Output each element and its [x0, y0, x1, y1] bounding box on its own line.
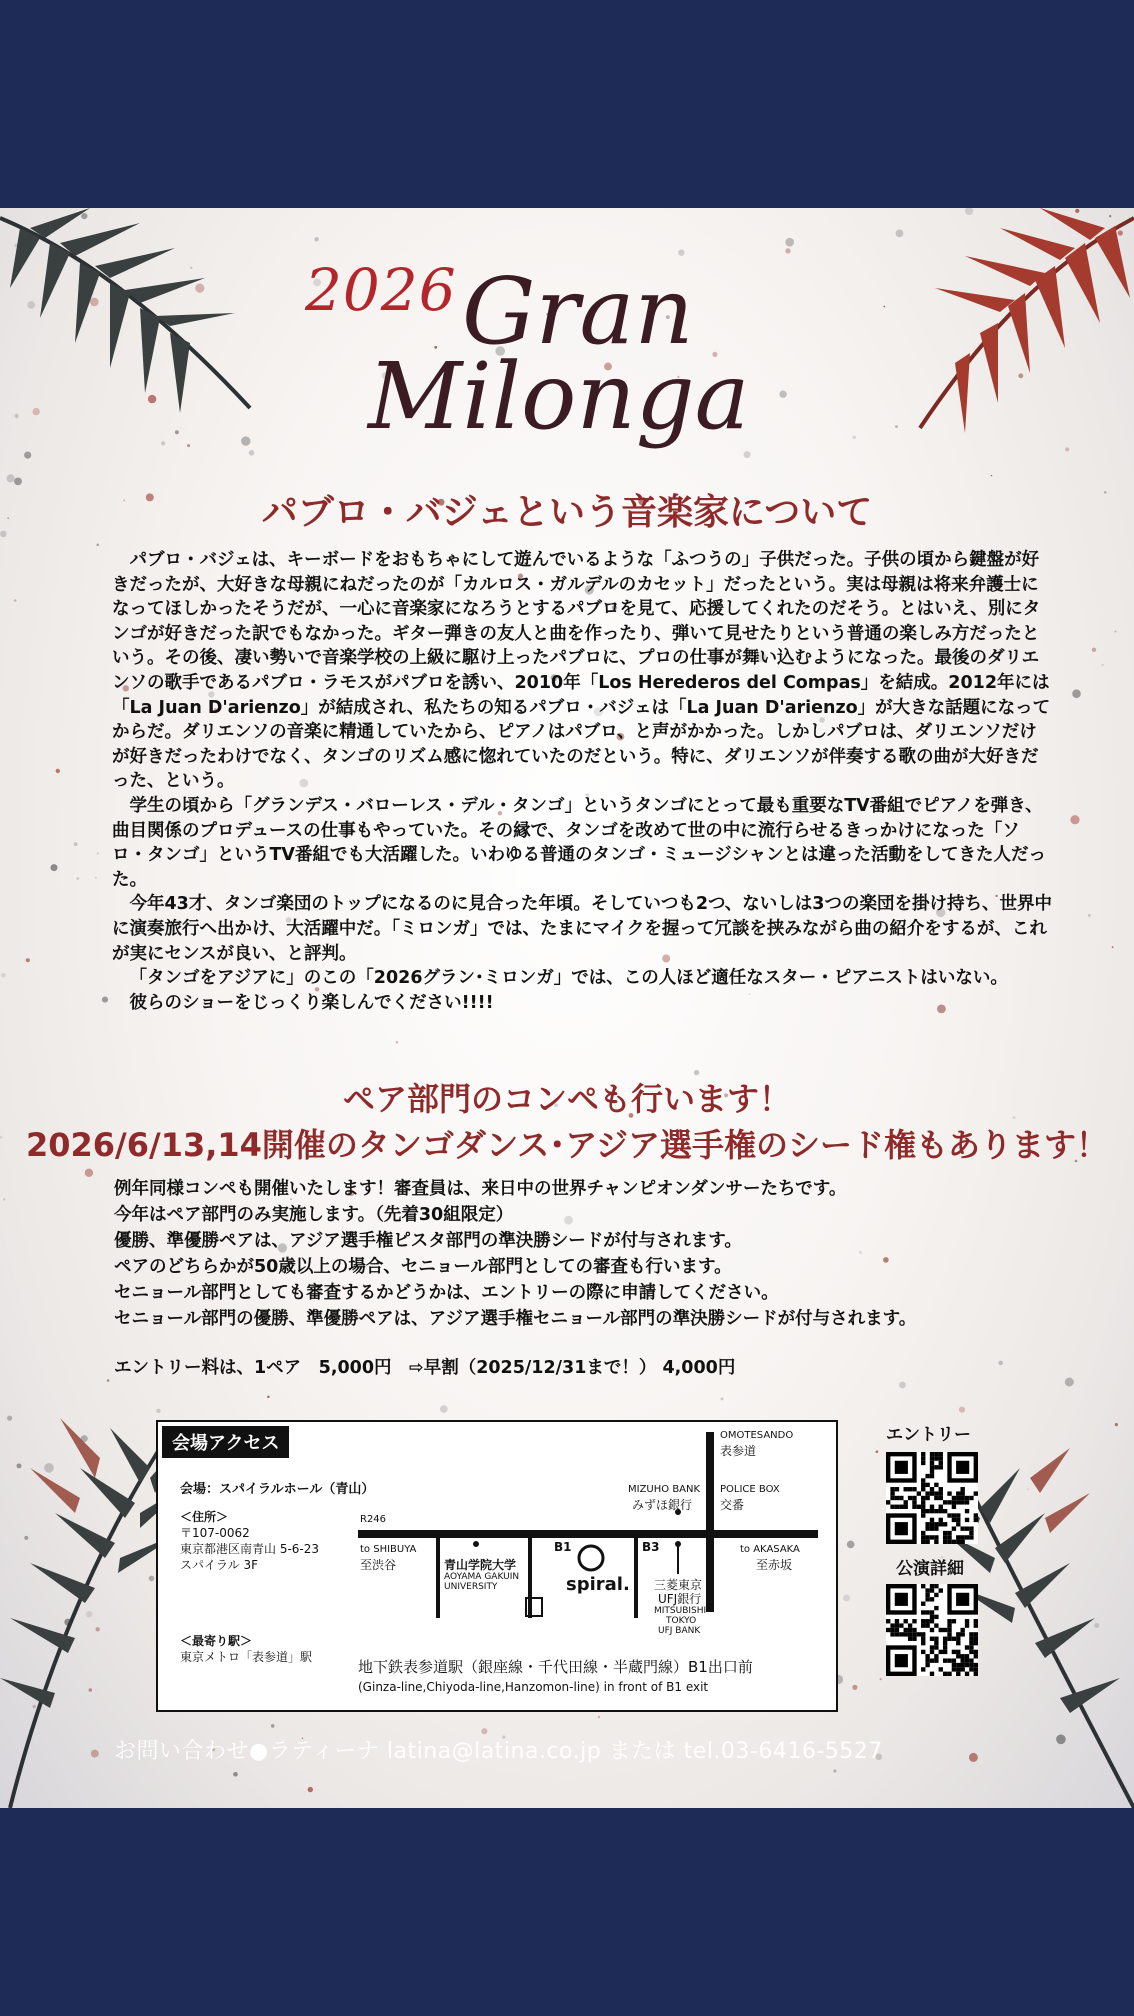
- address-line: スパイラル 3F: [180, 1558, 258, 1572]
- speckle-dot: [3, 1198, 5, 1200]
- speckle-dot: [96, 544, 99, 547]
- speckle-dot: [785, 248, 790, 253]
- title-year: 2026: [305, 256, 457, 324]
- body-paragraph: 今年43才、タンゴ楽団のトップになるのに見合った年頃。そしていつも2つ、ないしは3つの楽団を掛け持ち、世界中に演奏旅行へ出かけ、大活躍中だ。「ミロンガ」では、たまにマイクを握って冗談を挟みながら曲の紹介をするが、これが実にセンスが良い、と評判。: [112, 894, 1052, 964]
- speckle-dot: [998, 1361, 1003, 1366]
- speckle-dot: [7, 474, 15, 482]
- ufj-jp: 三菱東京: [654, 1578, 703, 1592]
- section2-subheading: 2026/6/13,14開催のタンゴダンス･アジア選手権のシード権もあります！: [25, 1126, 1108, 1164]
- speckle-dot: [833, 1769, 836, 1772]
- route-label: R246: [360, 1514, 387, 1525]
- speckle-dot: [14, 599, 17, 602]
- speckle-dot: [1072, 689, 1081, 698]
- section1-heading: パブロ・バジェという音楽家について: [261, 492, 873, 533]
- exit-b1: B1: [554, 1540, 572, 1554]
- ufj-en: MITSUBISHI: [654, 1606, 707, 1616]
- ufj-en: UFJ BANK: [658, 1626, 701, 1636]
- speckle-dot: [876, 1450, 879, 1453]
- speckle-dot: [97, 852, 99, 854]
- speckle-dot: [883, 306, 885, 308]
- address-line: 東京都港区南青山 5-6-23: [180, 1542, 320, 1556]
- speckle-dot: [852, 1685, 857, 1690]
- speckle-dot: [51, 864, 58, 871]
- shibuya-jp: 至渋谷: [360, 1558, 397, 1572]
- speckle-dot: [56, 769, 60, 773]
- speckle-dot: [1115, 631, 1117, 633]
- section1-body: [112, 548, 1052, 1015]
- speckle-dot: [271, 1724, 275, 1728]
- omotesando-jp: 表参道: [720, 1444, 757, 1458]
- speckle-dot: [598, 1716, 600, 1718]
- body-paragraph: 学生の頃から「グランデス・バローレス・デル・タンゴ」というタンゴにとって最も重要なTV番組でピアノを弾き、曲目関係のプロデュースの仕事もやっていた。その縁で、タンゴを改めて世の中に流行らせるきっかけになった「ソロ・タンゴ」というTV番組でも大活躍した。いわゆる普通のタンゴ・ミュージシャンとは違った活動をしてきた人だった。: [112, 795, 1046, 890]
- speckle-dot: [74, 842, 78, 846]
- list-item: 今年はペア部門のみ実施します。（先着30組限定）: [114, 1205, 514, 1225]
- exit-b3: B3: [642, 1540, 660, 1554]
- speckle-dot: [24, 452, 31, 459]
- speckle-dot: [895, 425, 898, 428]
- mizuho-jp: みずほ銀行: [632, 1498, 693, 1512]
- speckle-dot: [1092, 648, 1096, 652]
- exit-en: (Ginza-line,Chiyoda-line,Hanzomon-line) in front of B1 exit: [358, 1680, 709, 1694]
- omotesando-en: OMOTESANDO: [720, 1430, 794, 1441]
- address-line: 〒107-0062: [180, 1526, 250, 1540]
- speckle-dot: [744, 451, 751, 458]
- aoyama-en: AOYAMA GAKUIN: [444, 1572, 520, 1582]
- body-paragraph: 彼らのショーをじっくり楽しんでください!!!!: [129, 992, 494, 1013]
- speckle-dot: [1065, 447, 1069, 451]
- police-jp: 交番: [720, 1498, 745, 1512]
- speckle-dot: [1112, 946, 1114, 948]
- speckle-dot: [1, 973, 6, 978]
- map-tag: 会場アクセス: [162, 1426, 289, 1458]
- body-paragraph: パブロ・バジェは、キーボードをおもちゃにして遊んでいるような「ふつうの」子供だった。子供の頃から鍵盤が好きだったが、大好きな母親にねだったのが「カルロス・ガルデルのカセット」だったという。実は母親は将来弁護士になってほしかったそうだが、一心に音楽家になろうとするパブロを見て、応援してくれたのだそう。とはいえ、別にタンゴが好きだった訳でもなかった。ギター弾きの友人と曲を作ったり、弾いて見せたりという普通の楽しみ方だったという。その後、凄い勢いで音楽学校の上級に駆け上ったパブロに、プロの仕事が舞い込むようになった。最後のダリエンソの歌手であるパブロ・ラモスがパブロを誘い、2010年「Los Herederos del Compas」を結成。2012年には「La Juan D'arienzo」が結成され、私たちの知るパブロ・バジェは「La Juan D'arienzo」が大きな話題になってからだ。ダリエンソの音楽に精通していたから、ピアノはパブロ、と声がかかった。しかしパブロは、ダリエンソだけが好きだったわけでなく、タンゴのリズム感に惚れていたのだという。特に、ダリエンソが伴奏する歌の曲が大好きだった、という。: [112, 550, 1051, 792]
- entry-qr-code[interactable]: [886, 1452, 978, 1544]
- speckle-dot: [26, 958, 30, 962]
- speckle-dot: [852, 436, 856, 440]
- speckle-dot: [308, 1787, 313, 1792]
- speckle-dot: [1070, 815, 1079, 824]
- speckle-dot: [880, 1678, 882, 1680]
- speckle-dot: [107, 1379, 110, 1382]
- entry-fee: エントリー料は、1ペア 5,000円 ⇨早割（2025/12/31まで！） 4,000円: [114, 1358, 736, 1378]
- address-label: ＜住所＞: [180, 1510, 229, 1524]
- poster: [0, 208, 1134, 1808]
- exit-jp: 地下鉄表参道駅（銀座線・千代田線・半蔵門線）B1出口前: [358, 1658, 753, 1676]
- speckle-dot: [1102, 664, 1104, 666]
- speckle-dot: [779, 391, 786, 398]
- top-band: [0, 0, 1134, 208]
- contact-info: お問い合わせ●ラティーナ latina@latina.co.jp または tel.03-6416-5527: [114, 1739, 883, 1764]
- list-item: ペアのどちらかが50歳以上の場合、セニョール部門としての審査も行います。: [114, 1257, 732, 1277]
- speckle-dot: [1088, 914, 1091, 917]
- shibuya-en: to SHIBUYA: [360, 1544, 417, 1555]
- section2-heading: ペア部門のコンペも行います！: [342, 1080, 791, 1118]
- bottom-band: [0, 1808, 1134, 2016]
- spiral-logo: spiral.: [566, 1574, 630, 1595]
- speckle-dot: [847, 1541, 855, 1549]
- speckle-dot: [314, 237, 318, 241]
- title-gran: Gran: [462, 258, 694, 365]
- speckle-dot: [678, 249, 684, 255]
- police-en: POLICE BOX: [720, 1484, 780, 1495]
- akasaka-jp: 至赤坂: [756, 1558, 793, 1572]
- speckle-dot: [1115, 1423, 1118, 1426]
- title-milonga: Milonga: [368, 343, 750, 450]
- list-item: セニョール部門の優勝、準優勝ペアは、アジア選手権セニョール部門の準決勝シードが付与されます。: [114, 1309, 917, 1329]
- venue-name: 会場：スパイラルホール（青山）: [180, 1482, 375, 1497]
- speckle-dot: [991, 475, 993, 477]
- palm-leaf-top-right: [900, 208, 1134, 448]
- speckle-dot: [249, 450, 255, 456]
- station-name: 東京メトロ「表参道」駅: [180, 1650, 313, 1664]
- speckle-dot: [102, 997, 108, 1003]
- body-paragraph: 「タンゴをアジアに」のこの「2026グラン･ミロンガ」では、この人ほど適任なスター・ピアニストはいない。: [129, 968, 1008, 989]
- list-item: セニョール部門としても審査するかどうかは、エントリーの際に申請してください。: [114, 1283, 779, 1303]
- ufj-jp: UFJ銀行: [658, 1592, 702, 1606]
- speckle-dot: [899, 1382, 906, 1389]
- speckle-dot: [233, 1772, 238, 1777]
- details-qr-label: 公演詳細: [896, 1559, 964, 1579]
- speckle-dot: [396, 1041, 398, 1043]
- aoyama-en: UNIVERSITY: [444, 1582, 498, 1592]
- list-item: 優勝、準優勝ペアは、アジア選手権ピスタ部門の準決勝シードが付与されます。: [114, 1231, 742, 1251]
- speckle-dot: [440, 1405, 448, 1413]
- list-item: 例年同様コンペも開催いたします！審査員は、来日中の世界チャンピオンダンサーたちです。: [114, 1179, 847, 1199]
- details-qr-code[interactable]: [886, 1584, 978, 1676]
- aoyama-jp: 青山学院大学: [444, 1558, 517, 1572]
- speckle-dot: [785, 238, 794, 247]
- speckle-dot: [959, 1407, 965, 1413]
- mizuho-en: MIZUHO BANK: [628, 1484, 701, 1495]
- speckle-dot: [1065, 1378, 1074, 1387]
- speckle-dot: [267, 1396, 270, 1399]
- station-label: ＜最寄り駅＞: [180, 1634, 253, 1648]
- palm-leaf-top-left: [0, 208, 260, 448]
- competition-info-list: [114, 1176, 1074, 1332]
- speckle-dot: [95, 877, 97, 879]
- ufj-en: TOKYO: [666, 1616, 697, 1626]
- speckle-dot: [843, 1595, 850, 1602]
- akasaka-en: to AKASAKA: [740, 1544, 800, 1555]
- speckle-dot: [721, 1397, 724, 1400]
- venue-access-map: [156, 1420, 838, 1712]
- entry-qr-label: エントリー: [886, 1425, 971, 1445]
- speckle-dot: [85, 1169, 93, 1177]
- speckle-dot: [77, 877, 80, 880]
